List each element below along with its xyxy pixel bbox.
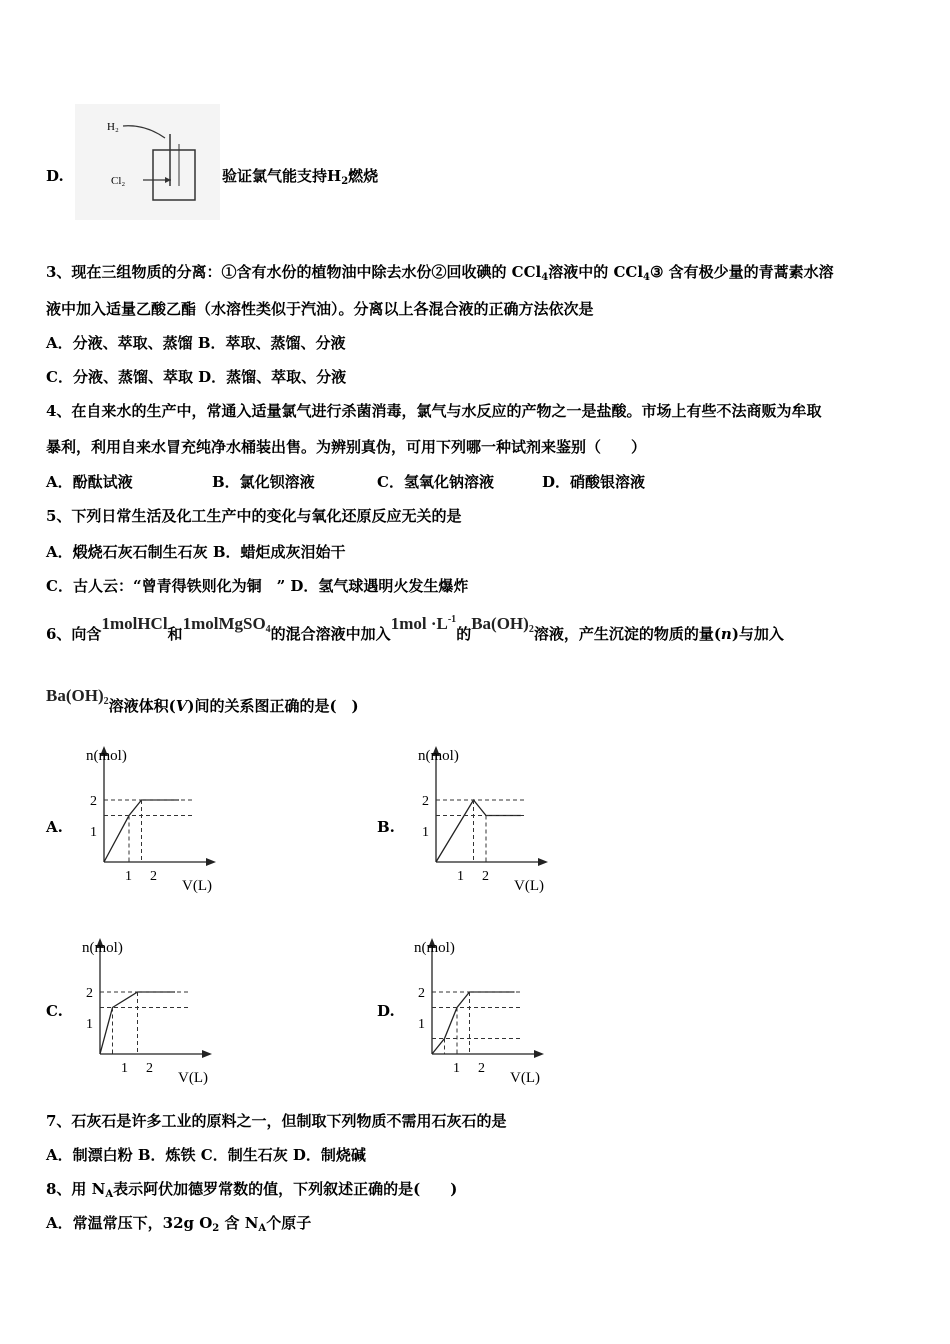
q3-line1: 3、现在三组物质的分离：①含有水份的植物油中除去水份②回收碘的 CCl$_4$溶液中的 CCl$_4$③ 含有极少量的青蒿素水溶 [46, 263, 834, 283]
x-axis-label: V(L) [178, 1070, 208, 1086]
q6-line1: 6、向含1molHCl和1molMgSO$_4$的混合溶液中加入$1mol \cdot L^{-1}$的$Ba(OH)_2$溶液，产生沉淀的物质的量(n)与加入 [46, 614, 784, 643]
h2-label: H₂ [107, 121, 119, 133]
y-axis-label: n(mol) [86, 748, 127, 764]
x-tick-label: 1 [121, 1061, 128, 1076]
q3-line2: 液中加入适量乙酸乙酯（水溶性类似于汽油）。分离以上各混合液的正确方法依次是 [46, 300, 594, 318]
x-axis-arrow [202, 1050, 212, 1058]
graph-d-label: D. [377, 1002, 395, 1020]
x-axis-label: V(L) [510, 1070, 540, 1086]
data-curve [436, 800, 521, 862]
q6-line2: $Ba(OH)_2$溶液体积(V)间的关系图正确的是( ) [46, 686, 359, 715]
y-tick-label: 2 [90, 794, 97, 809]
q7-line1: 7、石灰石是许多工业的原料之一，但制取下列物质不需用石灰石的是 [46, 1112, 507, 1130]
x-axis-arrow [534, 1050, 544, 1058]
gas-bottle-apparatus-image [75, 104, 220, 220]
x-tick-label: 2 [150, 869, 157, 884]
x-tick-label: 1 [457, 869, 464, 884]
graph-c-label: C. [46, 1002, 63, 1020]
q3-options-cd: C．分液、蒸馏、萃取 D．蒸馏、萃取、分液 [46, 368, 347, 386]
y-tick-label: 1 [422, 825, 429, 840]
graph-a [78, 740, 238, 895]
data-curve [432, 992, 515, 1054]
x-tick-label: 2 [482, 869, 489, 884]
q4-option-a: A．酚酞试液 [46, 473, 133, 491]
q8-option-a: A．常温常压下，32g $O_2$ 含 $N_A$个原子 [46, 1214, 312, 1234]
q4-option-b: B．氯化钡溶液 [212, 473, 315, 491]
x-axis-arrow [206, 858, 216, 866]
x-axis-arrow [538, 858, 548, 866]
x-axis-label: V(L) [514, 878, 544, 894]
y-axis-label: n(mol) [418, 748, 459, 764]
y-tick-label: 2 [86, 986, 93, 1001]
y-tick-label: 1 [418, 1017, 425, 1032]
graph-a-label: A. [46, 818, 63, 836]
x-axis-label: V(L) [182, 878, 212, 894]
y-tick-label: 1 [86, 1017, 93, 1032]
cl2-label: Cl₂ [111, 175, 126, 187]
q4-line2: 暴利，利用自来水冒充纯净水桶装出售。为辨别真伪，可用下列哪一种试剂来鉴别（ ） [46, 438, 647, 456]
x-tick-label: 1 [125, 869, 132, 884]
x-tick-label: 1 [453, 1061, 460, 1076]
x-tick-label: 2 [478, 1061, 485, 1076]
q7-options: A．制漂白粉 B．炼铁 C．制生石灰 D．制烧碱 [46, 1146, 366, 1164]
q4-line1: 4、在自来水的生产中，常通入适量氯气进行杀菌消毒，氯气与水反应的产物之一是盐酸。市场上有些不法商贩为牟取 [46, 402, 822, 420]
y-tick-label: 2 [418, 986, 425, 1001]
graph-b-label: B. [377, 818, 395, 836]
x-tick-label: 2 [146, 1061, 153, 1076]
q5-options-cd: C．古人云：“曾青得铁则化为铜 ” D．氢气球遇明火发生爆炸 [46, 577, 469, 595]
graph-b [410, 740, 570, 895]
y-tick-label: 2 [422, 794, 429, 809]
graph-c [74, 932, 234, 1087]
y-axis-label: n(mol) [82, 940, 123, 956]
q3-options-ab: A．分液、萃取、蒸馏 B．萃取、蒸馏、分液 [46, 334, 346, 352]
q4-option-c: C．氢氧化钠溶液 [377, 473, 494, 491]
q5-line1: 5、下列日常生活及化工生产中的变化与氧化还原反应无关的是 [46, 507, 462, 525]
q5-options-ab: A．煅烧石灰石制生石灰 B．蜡炬成灰泪始干 [46, 543, 346, 561]
q4-option-d: D．硝酸银溶液 [542, 473, 646, 491]
y-axis-label: n(mol) [414, 940, 455, 956]
q2-option-d-label: D. [46, 167, 64, 185]
y-tick-label: 1 [90, 825, 97, 840]
q2-option-d-text: 验证氯气能支持$H_2$燃烧 [222, 167, 379, 187]
q8-line1: 8、用 $N_A$表示阿伏加德罗常数的值，下列叙述正确的是( ) [46, 1180, 458, 1200]
graph-d [406, 932, 566, 1087]
